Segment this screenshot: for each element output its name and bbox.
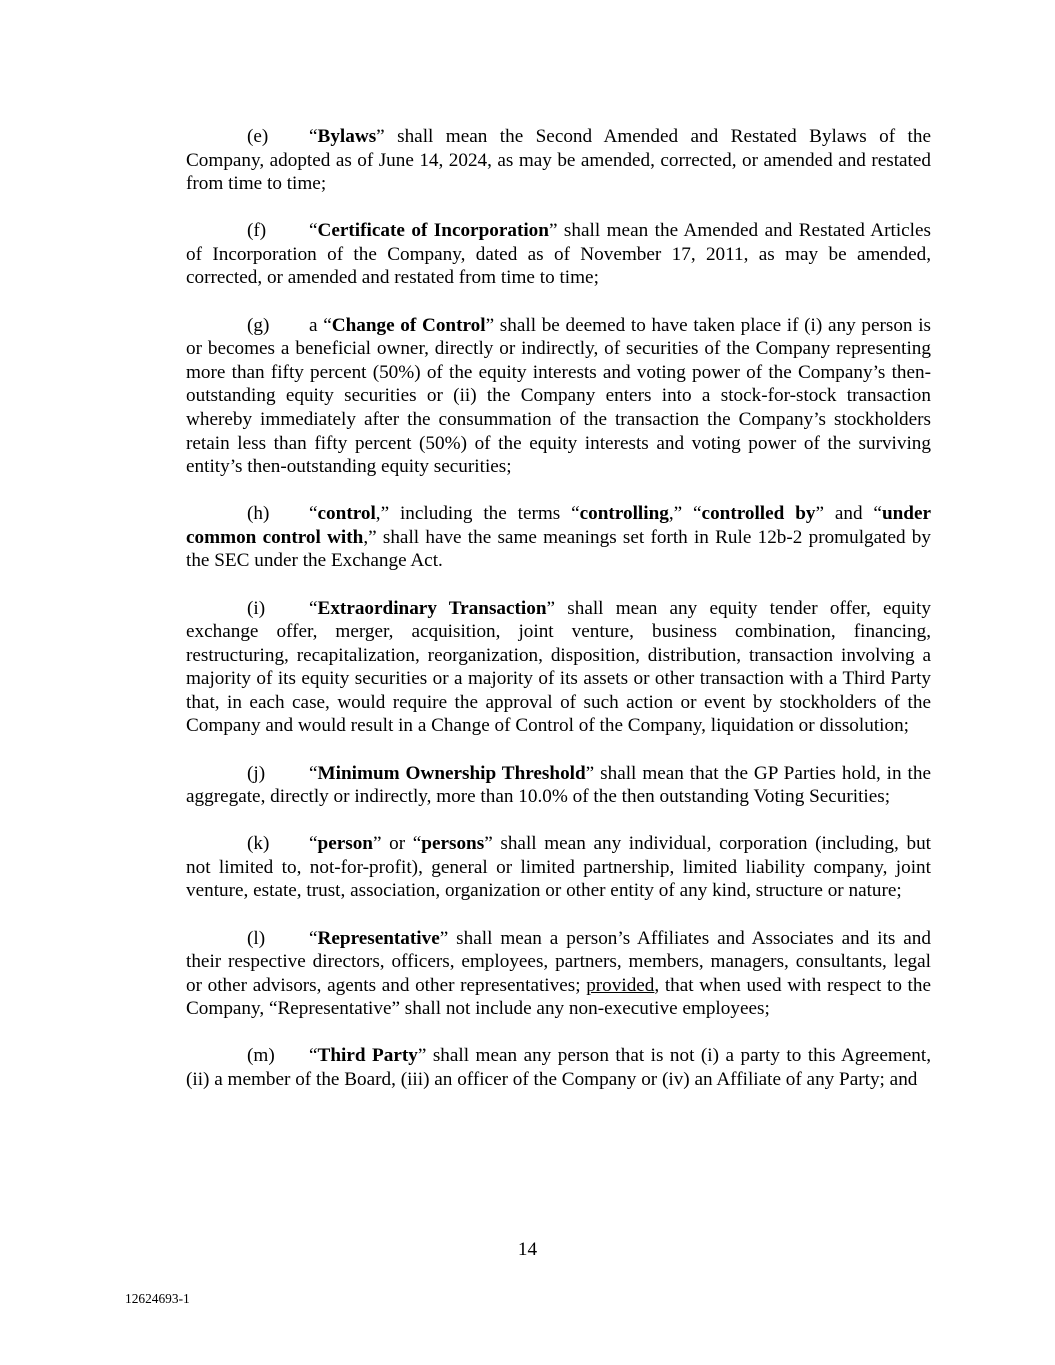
definition-bylaws: (e) “Bylaws” shall mean the Second Amended and Restated Bylaws of the Company, adopted as of June 14, 2024, as may be amended, corrected, or amended and restated from time to time; xyxy=(186,126,931,195)
defined-term: Minimum Ownership Threshold xyxy=(317,762,586,784)
definition-person: (k) “person” or “persons” shall mean any individual, corporation (including, but not limited to, not-for-profit), general or limited partnership, limited liability company, joint venture, estate, trust, association, organization or other entity of any kind, structure or nature; xyxy=(186,833,931,902)
definition-control: (h) “control,” including the terms “controlling,” “controlled by” and “under common control with,” shall have the same meanings set forth in Rule 12b-2 promulgated by the SEC under the Exchange Act. xyxy=(186,503,931,572)
document-body xyxy=(186,125,931,1115)
defined-term: Representative xyxy=(317,927,440,949)
defined-term: Extraordinary Transaction xyxy=(317,597,547,619)
defined-term: person xyxy=(317,833,373,855)
clause-label: (f) xyxy=(247,220,267,242)
clause-label: (i) xyxy=(247,597,266,619)
definition-change-of-control: (g) a “Change of Control” shall be deemed to have taken place if (i) any person is or becomes a beneficial owner, directly or indirectly, of securities of the Company representing more than fifty percent (50%) of the equity interests and voting power of the Company’s then-outstanding equity securities or (ii) the Company enters into a stock-for-stock transaction whereby immediately after the consummation of the transaction the Company’s stockholders retain less than fifty percent (50%) of the equity interests and voting power of the surviving entity’s then-outstanding equity securities; xyxy=(186,314,931,478)
defined-term: Bylaws xyxy=(317,126,377,147)
defined-term: under common control with xyxy=(186,503,931,548)
defined-term: control xyxy=(317,503,376,525)
definition-minimum-ownership-threshold: (j) “Minimum Ownership Threshold” shall mean that the GP Parties hold, in the aggregate, directly or indirectly, more than 10.0% of the then outstanding Voting Securities; xyxy=(186,762,931,808)
defined-term: Certificate of Incorporation xyxy=(317,220,549,242)
clause-label: (h) xyxy=(247,503,270,525)
clause-label: (m) xyxy=(247,1045,275,1067)
clause-label: (g) xyxy=(247,314,270,336)
definition-certificate-of-incorporation: (f) “Certificate of Incorporation” shall mean the Amended and Restated Articles of Incorporation of the Company, dated as of November 17, 2011, as may be amended, corrected, or amended and restated from time to time; xyxy=(186,220,931,289)
definition-third-party: (m) “Third Party” shall mean any person that is not (i) a party to this Agreement, (ii) a member of the Board, (iii) an officer of the Company or (iv) an Affiliate of any Party; and xyxy=(186,1045,931,1090)
underlined-term: provided xyxy=(586,974,655,996)
defined-term: Change of Control xyxy=(331,314,486,336)
clause-label: (k) xyxy=(247,833,270,855)
clause-label: (j) xyxy=(247,762,266,784)
page-number: 14 xyxy=(517,1239,538,1260)
clause-label: (l) xyxy=(247,927,266,949)
definition-extraordinary-transaction: (i) “Extraordinary Transaction” shall mean any equity tender offer, equity exchange offer, merger, acquisition, joint venture, business combination, financing, restructuring, recapitalization, reorganization, disposition, distribution, transaction involving a majority of its equity securities or a majority of its assets or other transaction with a Third Party that, in each case, would require the approval of such action or event by stockholders of the Company and would result in a Change of Control of the Company, liquidation or dissolution; xyxy=(186,597,931,737)
defined-term: Third Party xyxy=(317,1045,418,1067)
defined-term: controlled by xyxy=(701,503,816,525)
clause-label: (e) xyxy=(247,126,269,147)
definition-representative: (l) “Representative” shall mean a person’s Affiliates and Associates and its and their respective directors, officers, employees, partners, members, managers, consultants, legal or other advisors, agents and other representatives; provided, that when used with respect to the Company, “Representative” shall not include any non-executive employees; xyxy=(186,927,931,1020)
defined-term: controlling xyxy=(579,503,669,525)
defined-term: persons xyxy=(421,833,485,855)
document-id: 12624693-1 xyxy=(125,1291,190,1306)
